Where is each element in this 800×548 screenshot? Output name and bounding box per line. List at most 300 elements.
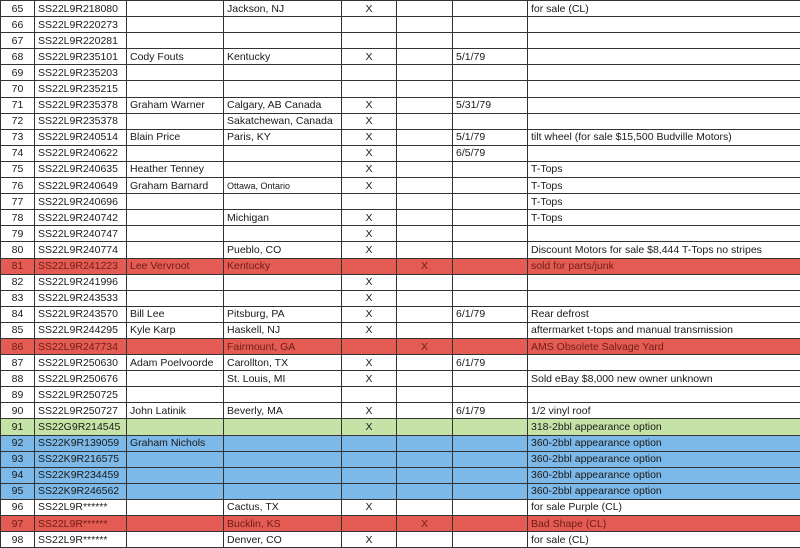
notes-cell: aftermarket t-tops and manual transmission [528,322,800,338]
vin-cell: SS22L9R240635 [35,161,127,177]
location-cell: Fairmount, GA [224,338,342,354]
table-row [1,467,800,483]
registered-mark-cell [342,451,397,467]
date-cell [453,17,528,33]
scrapped-mark-cell [397,451,453,467]
scrapped-mark-cell [397,306,453,322]
vin-cell: SS22L9R250676 [35,371,127,387]
date-cell [453,178,528,194]
date-cell [453,274,528,290]
table-row [1,65,800,81]
registered-mark-cell: X [342,306,397,322]
location-cell: Haskell, NJ [224,322,342,338]
registered-mark-cell: X [342,145,397,161]
registered-mark-cell: X [342,242,397,258]
notes-cell [528,97,800,113]
location-cell [224,226,342,242]
table-row [1,338,800,354]
registered-mark-cell: X [342,129,397,145]
table-row [1,419,800,435]
location-cell [224,161,342,177]
row-number: 88 [1,371,35,387]
location-cell: Kentucky [224,258,342,274]
table-row [1,306,800,322]
table-row [1,483,800,499]
scrapped-mark-cell [397,17,453,33]
scrapped-mark-cell [397,49,453,65]
row-number: 78 [1,210,35,226]
row-number: 81 [1,258,35,274]
vin-cell: SS22L9R****** [35,516,127,532]
notes-cell [528,65,800,81]
location-cell [224,435,342,451]
owner-cell [127,290,224,306]
vin-cell: SS22L9R****** [35,532,127,548]
scrapped-mark-cell [397,532,453,548]
vin-cell: SS22L9R240747 [35,226,127,242]
owner-cell [127,338,224,354]
vin-cell: SS22L9R235101 [35,49,127,65]
vin-cell: SS22L9R240649 [35,178,127,194]
notes-cell: Sold eBay $8,000 new owner unknown [528,371,800,387]
notes-cell: for sale Purple (CL) [528,499,800,515]
owner-cell [127,516,224,532]
vin-cell: SS22L9R235215 [35,81,127,97]
scrapped-mark-cell [397,355,453,371]
owner-cell: Cody Fouts [127,49,224,65]
location-cell [224,81,342,97]
date-cell [453,161,528,177]
vin-cell: SS22L9R247734 [35,338,127,354]
vin-cell: SS22L9R235203 [35,65,127,81]
date-cell [453,210,528,226]
owner-cell [127,113,224,129]
owner-cell [127,226,224,242]
notes-cell [528,81,800,97]
table-row [1,532,800,548]
owner-cell: Adam Poelvoorde [127,355,224,371]
notes-cell: Rear defrost [528,306,800,322]
location-cell [224,194,342,210]
registered-mark-cell [342,81,397,97]
row-number: 93 [1,451,35,467]
registered-mark-cell [342,65,397,81]
notes-cell: for sale (CL) [528,532,800,548]
row-number: 82 [1,274,35,290]
location-cell: Pueblo, CO [224,242,342,258]
date-cell [453,322,528,338]
registered-mark-cell: X [342,322,397,338]
registered-mark-cell: X [342,403,397,419]
notes-cell: Discount Motors for sale $8,444 T-Tops no stripes [528,242,800,258]
row-number: 94 [1,467,35,483]
scrapped-mark-cell [397,113,453,129]
location-cell [224,274,342,290]
date-cell [453,516,528,532]
table-row [1,161,800,177]
row-number: 75 [1,161,35,177]
vin-cell: SS22L9R241996 [35,274,127,290]
location-cell: Sakatchewan, Canada [224,113,342,129]
owner-cell: Bill Lee [127,306,224,322]
notes-cell: T-Tops [528,210,800,226]
owner-cell [127,467,224,483]
row-number: 84 [1,306,35,322]
row-number: 67 [1,33,35,49]
date-cell [453,226,528,242]
date-cell [453,81,528,97]
table-row [1,451,800,467]
row-number: 74 [1,145,35,161]
table-row [1,113,800,129]
registered-mark-cell [342,483,397,499]
notes-cell: Bad Shape (CL) [528,516,800,532]
notes-cell: T-Tops [528,178,800,194]
vin-cell: SS22L9R243533 [35,290,127,306]
vin-cell: SS22L9R240622 [35,145,127,161]
scrapped-mark-cell: X [397,338,453,354]
date-cell [453,290,528,306]
date-cell [453,113,528,129]
table-row [1,387,800,403]
notes-cell [528,355,800,371]
location-cell [224,145,342,161]
location-cell: Denver, CO [224,532,342,548]
date-cell [453,467,528,483]
scrapped-mark-cell [397,290,453,306]
location-cell: Paris, KY [224,129,342,145]
notes-cell [528,274,800,290]
owner-cell [127,145,224,161]
notes-cell: 1/2 vinyl roof [528,403,800,419]
location-cell: Jackson, NJ [224,1,342,17]
scrapped-mark-cell [397,242,453,258]
scrapped-mark-cell [397,194,453,210]
owner-cell: Lee Vervroot [127,258,224,274]
owner-cell [127,387,224,403]
scrapped-mark-cell [397,97,453,113]
date-cell [453,419,528,435]
owner-cell [127,499,224,515]
date-cell: 5/31/79 [453,97,528,113]
vin-cell: SS22L9R235378 [35,113,127,129]
table-row [1,499,800,515]
row-number: 97 [1,516,35,532]
table-row [1,355,800,371]
vin-cell: SS22K9R139059 [35,435,127,451]
scrapped-mark-cell [397,178,453,194]
registered-mark-cell: X [342,355,397,371]
date-cell [453,1,528,17]
scrapped-mark-cell [397,403,453,419]
table-row [1,81,800,97]
location-cell [224,419,342,435]
table-row [1,194,800,210]
table-row [1,258,800,274]
row-number: 98 [1,532,35,548]
registered-mark-cell: X [342,290,397,306]
date-cell [453,387,528,403]
table-row [1,49,800,65]
vin-cell: SS22L9R241223 [35,258,127,274]
scrapped-mark-cell: X [397,516,453,532]
scrapped-mark-cell [397,226,453,242]
date-cell [453,532,528,548]
row-number: 69 [1,65,35,81]
notes-cell: tilt wheel (for sale $15,500 Budville Motors) [528,129,800,145]
registered-mark-cell [342,338,397,354]
owner-cell [127,81,224,97]
registered-mark-cell: X [342,49,397,65]
vin-cell: SS22L9R244295 [35,322,127,338]
location-cell: Kentucky [224,49,342,65]
scrapped-mark-cell [397,435,453,451]
scrapped-mark-cell [397,129,453,145]
date-cell [453,258,528,274]
location-cell [224,451,342,467]
row-number: 86 [1,338,35,354]
vin-cell: SS22L9R240696 [35,194,127,210]
notes-cell: 360-2bbl appearance option [528,435,800,451]
vin-cell: SS22L9R220281 [35,33,127,49]
location-cell: St. Louis, MI [224,371,342,387]
date-cell: 6/1/79 [453,355,528,371]
row-number: 79 [1,226,35,242]
location-cell [224,65,342,81]
owner-cell [127,451,224,467]
row-number: 72 [1,113,35,129]
scrapped-mark-cell [397,419,453,435]
location-cell: Beverly, MA [224,403,342,419]
date-cell [453,242,528,258]
owner-cell [127,532,224,548]
row-number: 80 [1,242,35,258]
scrapped-mark-cell [397,210,453,226]
scrapped-mark-cell [397,483,453,499]
owner-cell: John Latinik [127,403,224,419]
vin-cell: SS22L9R243570 [35,306,127,322]
registered-mark-cell: X [342,1,397,17]
notes-cell: for sale (CL) [528,1,800,17]
table-row [1,274,800,290]
location-cell: Cactus, TX [224,499,342,515]
notes-cell: 360-2bbl appearance option [528,483,800,499]
date-cell: 6/5/79 [453,145,528,161]
vin-cell: SS22L9R235378 [35,97,127,113]
location-cell [224,483,342,499]
notes-cell [528,49,800,65]
notes-cell: sold for parts/junk [528,258,800,274]
owner-cell: Blain Price [127,129,224,145]
owner-cell [127,210,224,226]
scrapped-mark-cell [397,81,453,97]
location-cell: Carollton, TX [224,355,342,371]
location-cell: Calgary, AB Canada [224,97,342,113]
row-number: 70 [1,81,35,97]
location-cell [224,290,342,306]
scrapped-mark-cell [397,499,453,515]
registered-mark-cell [342,258,397,274]
location-cell: Michigan [224,210,342,226]
row-number: 83 [1,290,35,306]
scrapped-mark-cell [397,1,453,17]
scrapped-mark-cell [397,145,453,161]
scrapped-mark-cell: X [397,258,453,274]
registered-mark-cell: X [342,226,397,242]
vin-cell: SS22L9R****** [35,499,127,515]
owner-cell [127,1,224,17]
row-number: 96 [1,499,35,515]
row-number: 73 [1,129,35,145]
location-cell: Bucklin, KS [224,516,342,532]
row-number: 65 [1,1,35,17]
date-cell: 5/1/79 [453,129,528,145]
table-row [1,210,800,226]
date-cell [453,371,528,387]
date-cell [453,33,528,49]
table-row [1,516,800,532]
owner-cell [127,17,224,33]
owner-cell [127,33,224,49]
notes-cell [528,290,800,306]
notes-cell [528,145,800,161]
registered-mark-cell [342,33,397,49]
date-cell [453,483,528,499]
vin-cell: SS22L9R250725 [35,387,127,403]
vin-cell: SS22K9R234459 [35,467,127,483]
vin-cell: SS22L9R218080 [35,1,127,17]
table-row [1,242,800,258]
date-cell [453,338,528,354]
owner-cell [127,274,224,290]
scrapped-mark-cell [397,161,453,177]
location-cell [224,387,342,403]
date-cell [453,65,528,81]
notes-cell [528,17,800,33]
registered-mark-cell: X [342,532,397,548]
registered-mark-cell: X [342,499,397,515]
registered-mark-cell: X [342,178,397,194]
scrapped-mark-cell [397,33,453,49]
row-number: 77 [1,194,35,210]
date-cell [453,194,528,210]
row-number: 91 [1,419,35,435]
table-body [1,1,800,548]
vin-cell: SS22L9R240514 [35,129,127,145]
date-cell [453,499,528,515]
registered-mark-cell [342,17,397,33]
vin-cell: SS22L9R240742 [35,210,127,226]
table-row [1,322,800,338]
row-number: 90 [1,403,35,419]
row-number: 85 [1,322,35,338]
location-cell [224,17,342,33]
row-number: 89 [1,387,35,403]
registered-mark-cell: X [342,161,397,177]
notes-cell: 360-2bbl appearance option [528,467,800,483]
registered-mark-cell: X [342,210,397,226]
notes-cell [528,387,800,403]
registered-mark-cell: X [342,97,397,113]
vin-cell: SS22L9R220273 [35,17,127,33]
registered-mark-cell [342,194,397,210]
row-number: 95 [1,483,35,499]
scrapped-mark-cell [397,274,453,290]
vin-cell: SS22L9R240774 [35,242,127,258]
owner-cell [127,65,224,81]
registered-mark-cell [342,387,397,403]
registered-mark-cell: X [342,113,397,129]
owner-cell [127,242,224,258]
row-number: 87 [1,355,35,371]
owner-cell [127,483,224,499]
table-row [1,435,800,451]
table-row [1,145,800,161]
scrapped-mark-cell [397,65,453,81]
registered-mark-cell: X [342,274,397,290]
notes-cell: T-Tops [528,194,800,210]
date-cell [453,451,528,467]
notes-cell [528,113,800,129]
location-cell: Ottawa, Ontario [224,178,342,194]
vin-cell: SS22K9R216575 [35,451,127,467]
table-row [1,290,800,306]
table-row [1,226,800,242]
row-number: 68 [1,49,35,65]
registered-mark-cell: X [342,419,397,435]
owner-cell: Heather Tenney [127,161,224,177]
owner-cell [127,194,224,210]
table-row [1,129,800,145]
registered-mark-cell [342,467,397,483]
scrapped-mark-cell [397,387,453,403]
row-number: 92 [1,435,35,451]
scrapped-mark-cell [397,467,453,483]
registered-mark-cell [342,435,397,451]
date-cell [453,435,528,451]
row-number: 71 [1,97,35,113]
owner-cell: Graham Nichols [127,435,224,451]
date-cell: 6/1/79 [453,306,528,322]
row-number: 76 [1,178,35,194]
notes-cell [528,226,800,242]
owner-cell: Kyle Karp [127,322,224,338]
table-row [1,403,800,419]
table-row [1,1,800,17]
location-cell [224,33,342,49]
date-cell: 6/1/79 [453,403,528,419]
owner-cell: Graham Warner [127,97,224,113]
date-cell: 5/1/79 [453,49,528,65]
row-number: 66 [1,17,35,33]
vin-cell: SS22L9R250727 [35,403,127,419]
notes-cell: T-Tops [528,161,800,177]
table-row [1,97,800,113]
table-row [1,17,800,33]
vin-cell: SS22L9R250630 [35,355,127,371]
notes-cell: AMS Obsolete Salvage Yard [528,338,800,354]
location-cell [224,467,342,483]
vin-cell: SS22G9R214545 [35,419,127,435]
location-cell: Pitsburg, PA [224,306,342,322]
scrapped-mark-cell [397,322,453,338]
owner-cell: Graham Barnard [127,178,224,194]
registered-mark-cell [342,516,397,532]
table-row [1,33,800,49]
registered-mark-cell: X [342,371,397,387]
scrapped-mark-cell [397,371,453,387]
owner-cell [127,419,224,435]
